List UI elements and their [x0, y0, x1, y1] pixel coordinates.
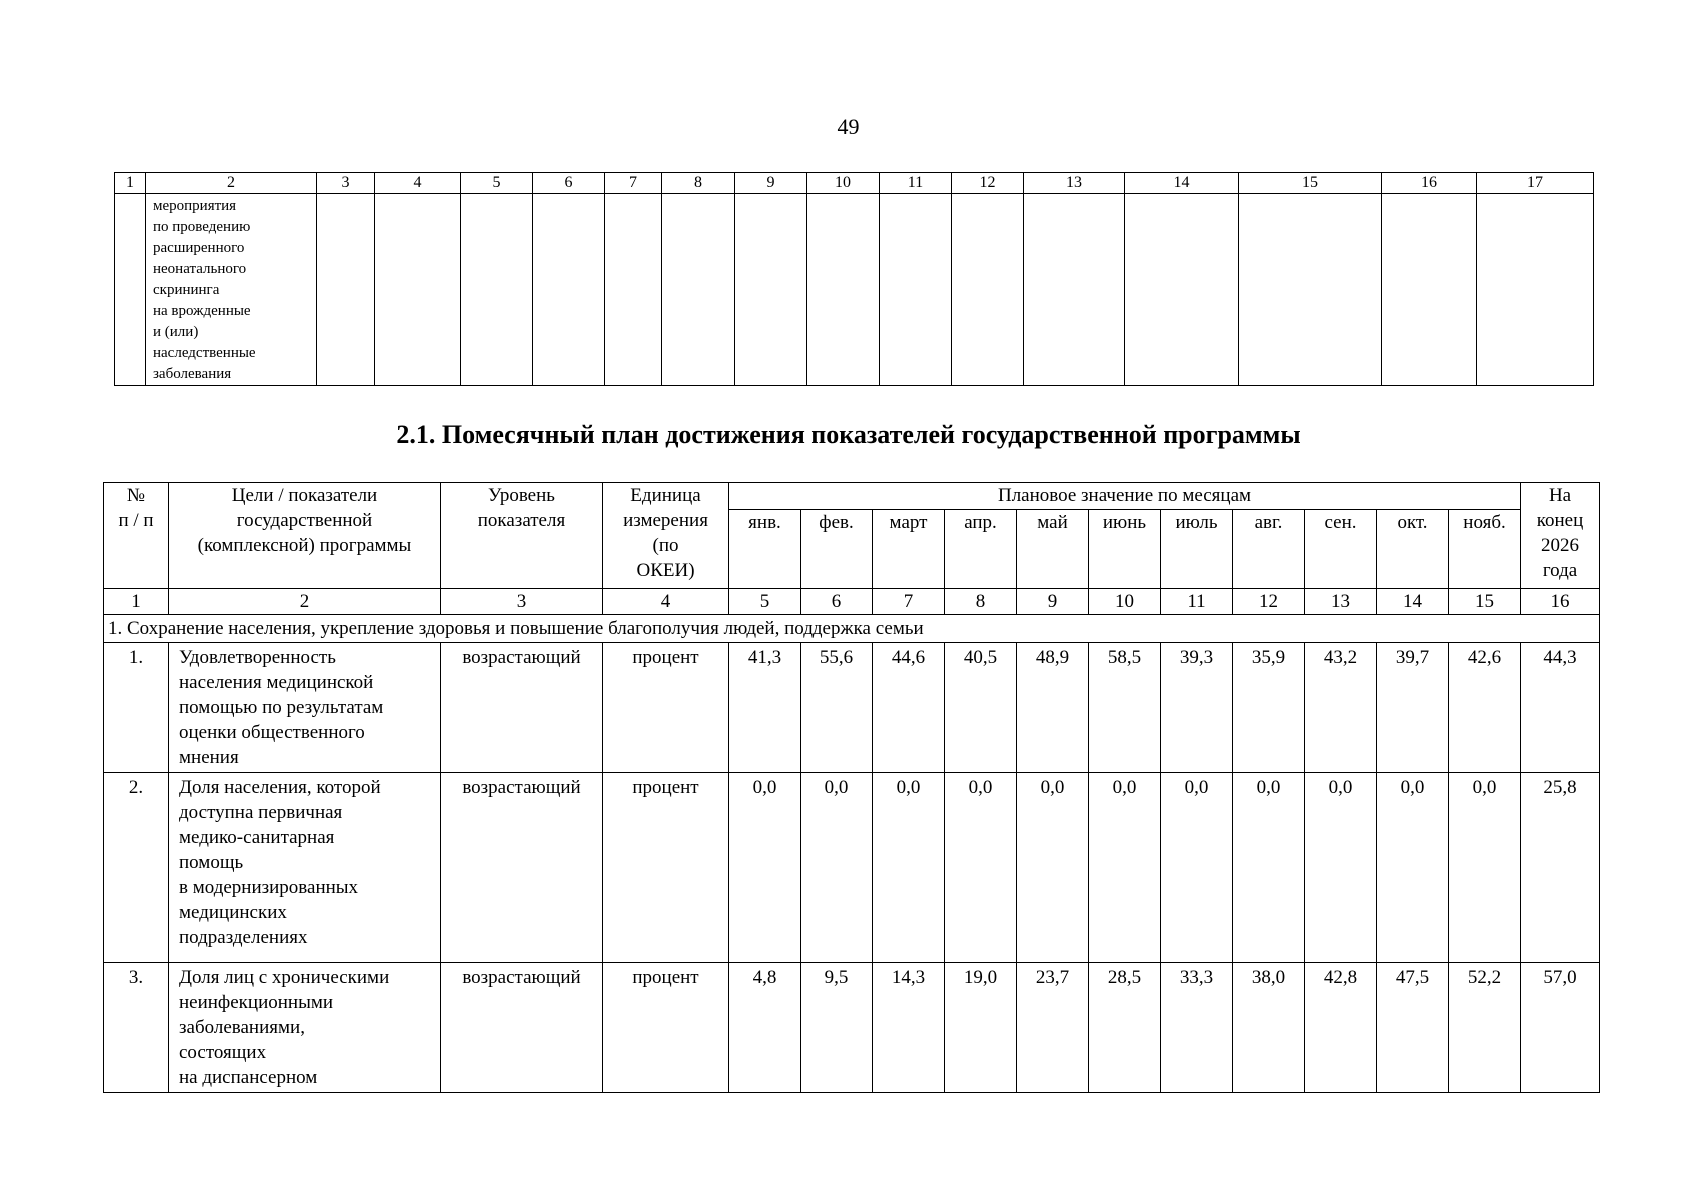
- month-header: июль: [1161, 510, 1233, 589]
- col-number-cell: 10: [1089, 589, 1161, 615]
- header-text: ОКЕИ): [636, 560, 695, 581]
- header-num: [104, 483, 169, 589]
- value-cell: 41,3: [729, 643, 801, 773]
- month-header: авг.: [1233, 510, 1305, 589]
- empty-cell: [1382, 194, 1477, 386]
- event-line: заболевания: [153, 366, 232, 382]
- event-line: расширенного: [153, 240, 245, 256]
- table-row: [104, 643, 1600, 773]
- col-number-cell: 15: [1449, 589, 1521, 615]
- col-number-cell: 6: [801, 589, 873, 615]
- empty-cell: [735, 194, 807, 386]
- value-cell: 0,0: [1017, 773, 1089, 963]
- col-number-cell: 9: [1017, 589, 1089, 615]
- col-number-cell: 12: [1233, 589, 1305, 615]
- value-cell: 42,6: [1449, 643, 1521, 773]
- col-number-cell: 7: [873, 589, 945, 615]
- empty-cell: [1125, 194, 1239, 386]
- value-cell: 9,5: [801, 963, 873, 1093]
- row-number: 2.: [104, 773, 169, 963]
- month-header: янв.: [729, 510, 801, 589]
- header-text: измерения: [623, 510, 708, 531]
- indicator-line: мнения: [179, 747, 239, 768]
- value-cell: 19,0: [945, 963, 1017, 1093]
- empty-cell: [461, 194, 533, 386]
- col-number-cell: 16: [1521, 589, 1600, 615]
- empty-cell: [662, 194, 735, 386]
- column-number-row: [104, 589, 1600, 615]
- indicator-line: состоящих: [179, 1042, 267, 1063]
- col-number-cell: 14: [1377, 589, 1449, 615]
- row-number: 1.: [104, 643, 169, 773]
- header-text: государственной: [236, 510, 373, 531]
- empty-cell: [115, 194, 146, 386]
- event-line: скрининга: [153, 282, 220, 298]
- value-cell: 39,7: [1377, 643, 1449, 773]
- indicator-name: [169, 963, 441, 1093]
- indicator-line: подразделениях: [179, 927, 308, 948]
- col-number-cell: 5: [461, 173, 533, 194]
- header-text: показателя: [477, 510, 566, 531]
- indicator-line: неинфекционными: [179, 992, 334, 1013]
- col-number-cell: 11: [880, 173, 952, 194]
- event-line: наследственные: [153, 345, 256, 361]
- col-number-cell: 16: [1382, 173, 1477, 194]
- value-cell: 57,0: [1521, 963, 1600, 1093]
- col-number-cell: 7: [605, 173, 662, 194]
- month-header: июнь: [1089, 510, 1161, 589]
- empty-cell: [1239, 194, 1382, 386]
- section-row: [104, 615, 1600, 643]
- monthly-plan-table: [103, 482, 1600, 1093]
- month-header: май: [1017, 510, 1089, 589]
- value-cell: 43,2: [1305, 643, 1377, 773]
- col-number-cell: 13: [1305, 589, 1377, 615]
- indicator-level: возрастающий: [441, 643, 603, 773]
- indicator-unit: процент: [603, 773, 729, 963]
- header-row-1: [104, 483, 1600, 510]
- header-text: Цели / показатели: [231, 485, 378, 506]
- col-number-cell: 13: [1024, 173, 1125, 194]
- header-goal: [169, 483, 441, 589]
- table-row: [104, 963, 1600, 1093]
- value-cell: 47,5: [1377, 963, 1449, 1093]
- value-cell: 0,0: [1449, 773, 1521, 963]
- indicator-name: [169, 643, 441, 773]
- empty-cell: [807, 194, 880, 386]
- event-line: мероприятия: [153, 198, 237, 214]
- value-cell: 0,0: [729, 773, 801, 963]
- value-cell: 23,7: [1017, 963, 1089, 1093]
- header-text: На: [1548, 485, 1572, 506]
- indicator-line: медико-санитарная: [179, 827, 335, 848]
- header-text: конец: [1536, 510, 1584, 531]
- month-header: фев.: [801, 510, 873, 589]
- col-number-cell: 9: [735, 173, 807, 194]
- indicator-line: Доля лиц с хроническими: [179, 967, 390, 988]
- value-cell: 0,0: [801, 773, 873, 963]
- header-text: года: [1542, 560, 1578, 581]
- empty-cell: [880, 194, 952, 386]
- value-cell: 48,9: [1017, 643, 1089, 773]
- empty-cell: [317, 194, 375, 386]
- col-number-cell: 5: [729, 589, 801, 615]
- value-cell: 44,6: [873, 643, 945, 773]
- value-cell: 35,9: [1233, 643, 1305, 773]
- value-cell: 0,0: [945, 773, 1017, 963]
- indicator-line: оценки общественного: [179, 722, 365, 743]
- indicator-line: медицинских: [179, 902, 287, 923]
- value-cell: 55,6: [801, 643, 873, 773]
- empty-cell: [1477, 194, 1594, 386]
- value-cell: 0,0: [1089, 773, 1161, 963]
- header-text: (комплексной) программы: [197, 535, 412, 556]
- header-text: №: [126, 485, 146, 506]
- continuation-body-row: [115, 194, 1594, 386]
- month-header: сен.: [1305, 510, 1377, 589]
- empty-cell: [1024, 194, 1125, 386]
- value-cell: 39,3: [1161, 643, 1233, 773]
- col-number-cell: 1: [104, 589, 169, 615]
- value-cell: 33,3: [1161, 963, 1233, 1093]
- event-description-cell: [146, 194, 317, 386]
- indicator-level: возрастающий: [441, 773, 603, 963]
- col-number-cell: 4: [375, 173, 461, 194]
- value-cell: 52,2: [1449, 963, 1521, 1093]
- value-cell: 14,3: [873, 963, 945, 1093]
- event-line: на врожденные: [153, 303, 251, 319]
- value-cell: 0,0: [873, 773, 945, 963]
- col-number-cell: 2: [146, 173, 317, 194]
- value-cell: 0,0: [1161, 773, 1233, 963]
- col-number-cell: 14: [1125, 173, 1239, 194]
- indicator-unit: процент: [603, 963, 729, 1093]
- empty-cell: [952, 194, 1024, 386]
- header-text: Уровень: [488, 485, 555, 506]
- value-cell: 0,0: [1305, 773, 1377, 963]
- col-number-cell: 12: [952, 173, 1024, 194]
- col-number-cell: 8: [945, 589, 1017, 615]
- month-header: окт.: [1377, 510, 1449, 589]
- empty-cell: [375, 194, 461, 386]
- indicator-line: Доля населения, которой: [179, 777, 381, 798]
- value-cell: 44,3: [1521, 643, 1600, 773]
- indicator-level: возрастающий: [441, 963, 603, 1093]
- indicator-unit: процент: [603, 643, 729, 773]
- month-header: нояб.: [1449, 510, 1521, 589]
- value-cell: 0,0: [1233, 773, 1305, 963]
- header-unit: [603, 483, 729, 589]
- event-line: по проведению: [153, 219, 251, 235]
- col-number-cell: 6: [533, 173, 605, 194]
- header-end-of-year: [1521, 483, 1600, 589]
- header-plan: Плановое значение по месяцам: [729, 483, 1521, 510]
- header-text: Единица: [630, 485, 701, 506]
- indicator-line: заболеваниями,: [179, 1017, 305, 1038]
- col-number-cell: 10: [807, 173, 880, 194]
- indicator-line: Удовлетворенность: [179, 647, 336, 668]
- page-number: 49: [837, 114, 860, 139]
- header-level: [441, 483, 603, 589]
- event-line: неонатального: [153, 261, 247, 277]
- value-cell: 4,8: [729, 963, 801, 1093]
- empty-cell: [605, 194, 662, 386]
- value-cell: 40,5: [945, 643, 1017, 773]
- continuation-header-row: [115, 173, 1594, 194]
- row-number: 3.: [104, 963, 169, 1093]
- value-cell: 58,5: [1089, 643, 1161, 773]
- value-cell: 0,0: [1377, 773, 1449, 963]
- header-text: 2026: [1541, 535, 1580, 556]
- col-number-cell: 3: [441, 589, 603, 615]
- continuation-table: [114, 172, 1594, 386]
- table-row: [104, 773, 1600, 963]
- indicator-line: в модернизированных: [179, 877, 359, 898]
- event-line: и (или): [153, 324, 199, 340]
- value-cell: 42,8: [1305, 963, 1377, 1093]
- indicator-name: [169, 773, 441, 963]
- empty-cell: [533, 194, 605, 386]
- header-text: п / п: [118, 510, 154, 531]
- indicator-line: населения медицинской: [179, 672, 374, 693]
- section-heading-cell: 1. Сохранение населения, укрепление здоровья и повышение благополучия людей, поддержка семьи: [104, 615, 1600, 643]
- month-header: апр.: [945, 510, 1017, 589]
- col-number-cell: 11: [1161, 589, 1233, 615]
- indicator-line: помощь: [179, 852, 244, 873]
- indicator-line: помощью по результатам: [179, 697, 384, 718]
- value-cell: 38,0: [1233, 963, 1305, 1093]
- indicator-line: доступна первичная: [179, 802, 343, 823]
- col-number-cell: 4: [603, 589, 729, 615]
- col-number-cell: 15: [1239, 173, 1382, 194]
- header-text: (по: [652, 535, 679, 556]
- col-number-cell: 1: [115, 173, 146, 194]
- col-number-cell: 3: [317, 173, 375, 194]
- section-title: 2.1. Помесячный план достижения показателей государственной программы: [396, 420, 1301, 449]
- indicator-line: на диспансерном: [179, 1067, 318, 1088]
- value-cell: 25,8: [1521, 773, 1600, 963]
- value-cell: 28,5: [1089, 963, 1161, 1093]
- col-number-cell: 17: [1477, 173, 1594, 194]
- col-number-cell: 8: [662, 173, 735, 194]
- month-header: март: [873, 510, 945, 589]
- col-number-cell: 2: [169, 589, 441, 615]
